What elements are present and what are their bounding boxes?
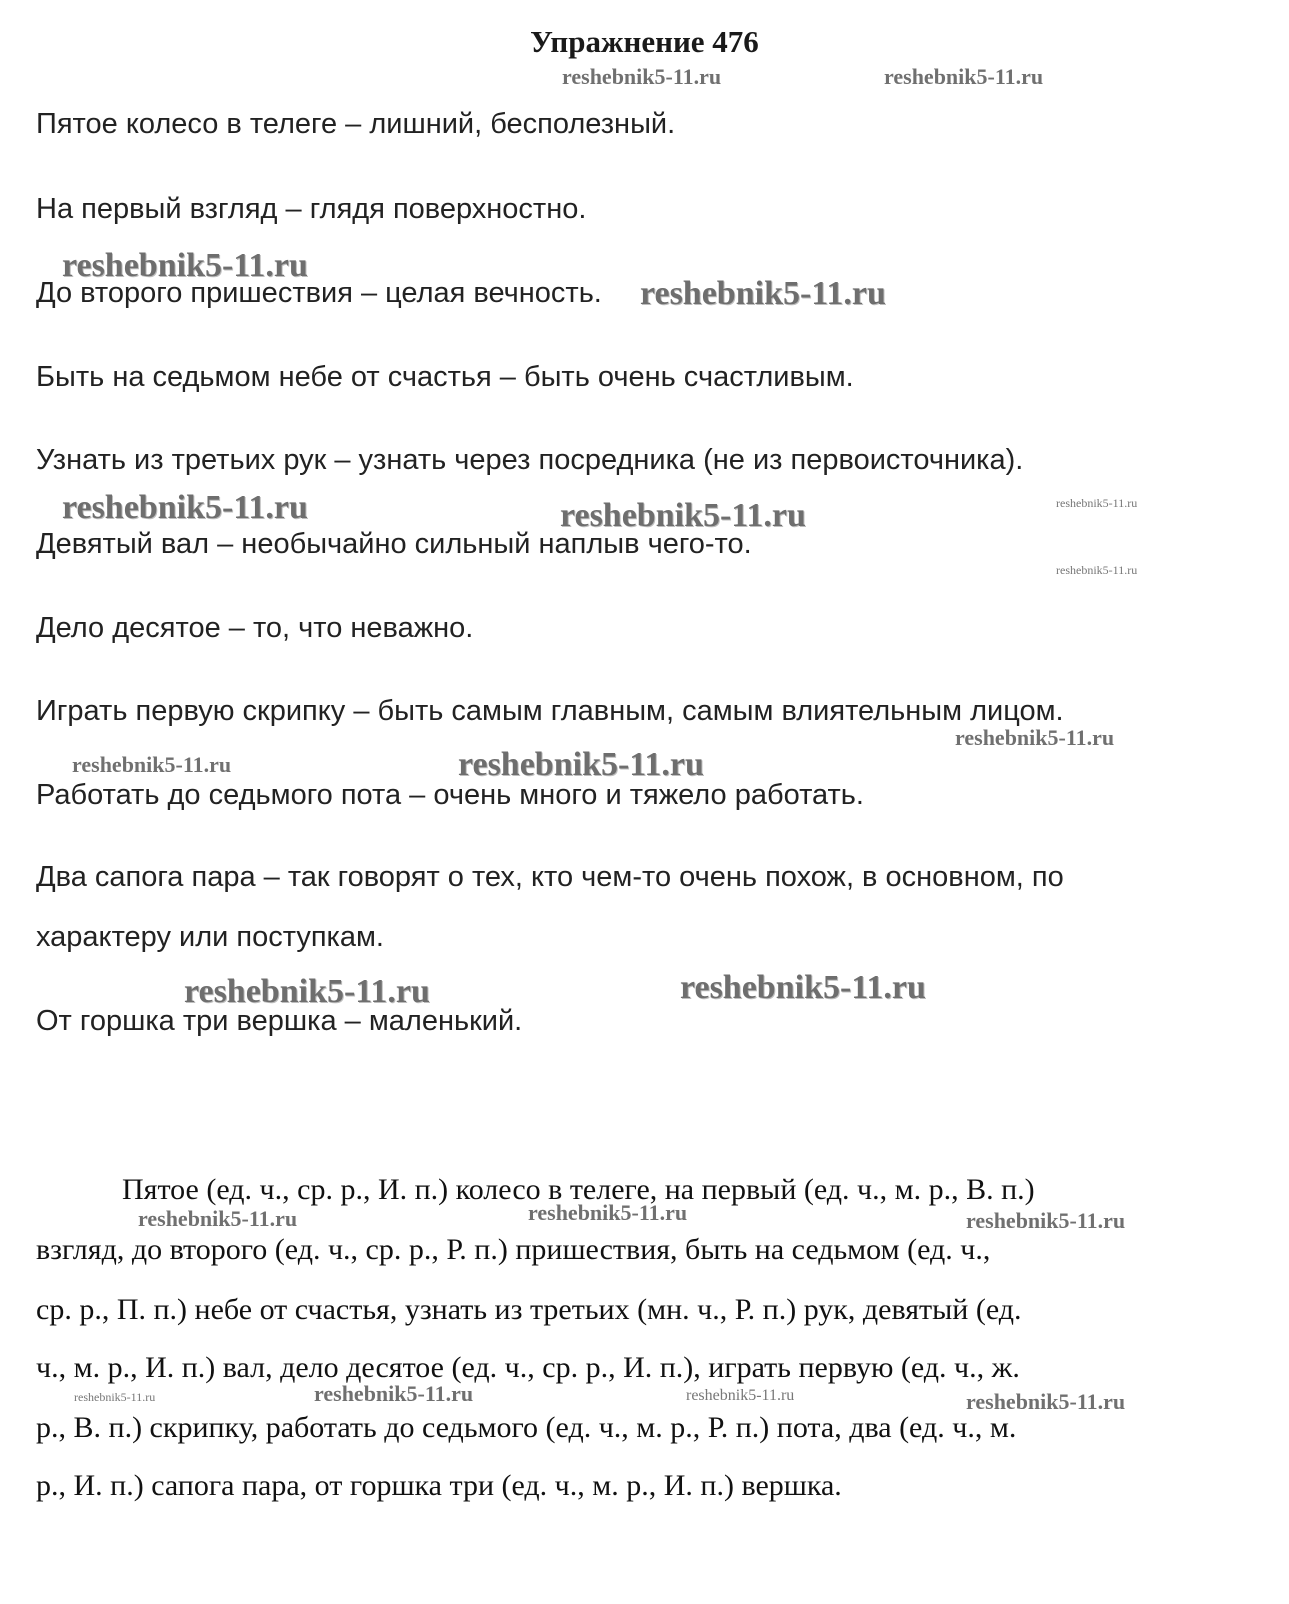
idiom-line: характеру или поступкам. — [36, 921, 384, 953]
analysis-line: р., И. п.) сапога пара, от горшка три (ед. ч., м. р., И. п.) вершка. — [36, 1469, 842, 1502]
watermark: reshebnik5-11.ru — [966, 1389, 1126, 1414]
watermark: reshebnik5-11.ru — [680, 969, 926, 1006]
watermark: reshebnik5-11.ru — [458, 746, 704, 783]
watermark: reshebnik5-11.ru — [560, 497, 806, 534]
idiom-line: От горшка три вершка – маленький. — [36, 1005, 523, 1037]
idiom-line: Два сапога пара – так говорят о тех, кто чем-то очень похож, в основном, по — [36, 861, 1064, 893]
watermark: reshebnik5-11.ru — [72, 752, 232, 777]
analysis-line: Пятое (ед. ч., ср. р., И. п.) колесо в телеге, на первый (ед. ч., м. р., В. п.) — [122, 1173, 1035, 1206]
watermark: reshebnik5-11.ru — [62, 489, 308, 526]
watermark: reshebnik5-11.ru — [62, 247, 308, 284]
watermark: reshebnik5-11.ru — [1056, 563, 1138, 577]
watermark: reshebnik5-11.ru — [138, 1206, 298, 1231]
exercise-title: Упражнение 476 — [530, 24, 759, 59]
watermark: reshebnik5-11.ru — [184, 973, 430, 1010]
watermark: reshebnik5-11.ru — [1056, 496, 1138, 510]
watermark: reshebnik5-11.ru — [528, 1200, 688, 1225]
watermark: reshebnik5-11.ru — [966, 1208, 1126, 1233]
watermark: reshebnik5-11.ru — [955, 725, 1115, 750]
watermark: reshebnik5-11.ru — [74, 1390, 156, 1404]
idiom-line: Дело десятое – то, что неважно. — [36, 612, 474, 644]
watermark: reshebnik5-11.ru — [686, 1387, 795, 1404]
analysis-line: ч., м. р., И. п.) вал, дело десятое (ед. ч., ср. р., И. п.), играть первую (ед. ч., ж. — [36, 1351, 1020, 1384]
analysis-line: взгляд, до второго (ед. ч., ср. р., Р. п.) пришествия, быть на седьмом (ед. ч., — [36, 1233, 991, 1266]
idiom-line: До второго пришествия – целая вечность. — [36, 277, 602, 309]
idiom-line: Узнать из третьих рук – узнать через посредника (не из первоисточника). — [36, 444, 1024, 476]
idiom-line: Играть первую скрипку – быть самым главным, самым влиятельным лицом. — [36, 695, 1064, 727]
analysis-line: р., В. п.) скрипку, работать до седьмого (ед. ч., м. р., Р. п.) пота, два (ед. ч., м. — [36, 1411, 1017, 1444]
watermark: reshebnik5-11.ru — [640, 275, 886, 312]
idiom-line: Работать до седьмого пота – очень много и тяжело работать. — [36, 779, 864, 811]
idiom-line: Девятый вал – необычайно сильный наплыв чего-то. — [36, 528, 752, 560]
idiom-line: Пятое колесо в телеге – лишний, бесполезный. — [36, 108, 676, 140]
watermark: reshebnik5-11.ru — [314, 1381, 474, 1406]
analysis-line: ср. р., П. п.) небе от счастья, узнать из третьих (мн. ч., Р. п.) рук, девятый (ед. — [36, 1293, 1022, 1326]
watermark: reshebnik5-11.ru — [562, 64, 722, 89]
idiom-line: На первый взгляд – глядя поверхностно. — [36, 193, 587, 225]
idiom-line: Быть на седьмом небе от счастья – быть очень счастливым. — [36, 361, 854, 393]
watermark: reshebnik5-11.ru — [884, 64, 1044, 89]
